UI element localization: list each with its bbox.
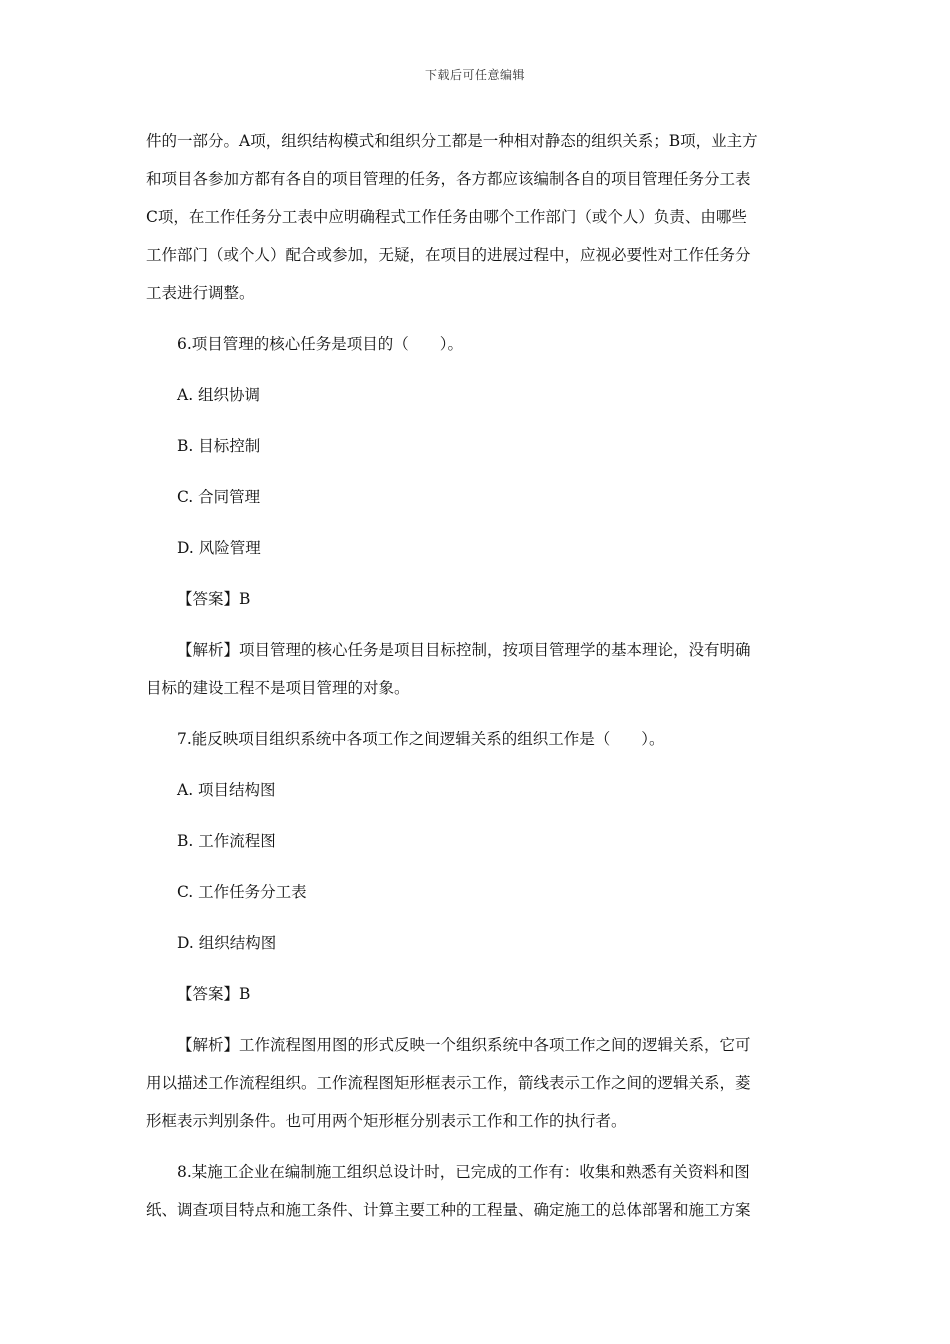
option-b: B. 目标控制 xyxy=(177,437,261,455)
question-7 xyxy=(146,720,810,1140)
text-line: 件的一部分。A项，组织结构模式和组织分工都是一种相对静态的组织关系；B项，业主方 xyxy=(146,132,758,150)
text-line: C项，在工作任务分工表中应明确程式工作任务由哪个工作部门（或个人）负责、由哪些 xyxy=(146,208,747,226)
option-d: D. 风险管理 xyxy=(177,539,261,557)
question-6 xyxy=(146,325,810,707)
option-a: A. 项目结构图 xyxy=(177,781,276,799)
answer-text: 【答案】B xyxy=(177,590,251,608)
option-c: C. 合同管理 xyxy=(177,488,261,506)
option-b: B. 工作流程图 xyxy=(177,832,276,850)
question-text-line: 纸、调查项目特点和施工条件、计算主要工种的工程量、确定施工的总体部署和施工方案 xyxy=(146,1201,751,1219)
text-line: 工表进行调整。 xyxy=(146,284,255,302)
analysis-line: 【解析】工作流程图用图的形式反映一个组织系统中各项工作之间的逻辑关系，它可 xyxy=(177,1036,751,1054)
option-c: C. 工作任务分工表 xyxy=(177,883,307,901)
option-d: D. 组织结构图 xyxy=(177,934,277,952)
option-a: A. 组织协调 xyxy=(177,386,261,404)
text-line: 工作部门（或个人）配合或参加，无疑，在项目的进展过程中，应视必要性对工作任务分 xyxy=(146,246,751,264)
question-text: 7.能反映项目组织系统中各项工作之间逻辑关系的组织工作是（ ）。 xyxy=(177,730,665,748)
question-text: 6.项目管理的核心任务是项目的（ ）。 xyxy=(177,335,464,353)
analysis-line: 【解析】项目管理的核心任务是项目目标控制，按项目管理学的基本理论，没有明确 xyxy=(177,641,751,659)
question-text-line: 8.某施工企业在编制施工组织总设计时，已完成的工作有：收集和熟悉有关资料和图 xyxy=(177,1163,750,1181)
question-8 xyxy=(146,1153,810,1229)
analysis-line: 形框表示判别条件。也可用两个矩形框分别表示工作和工作的执行者。 xyxy=(146,1112,627,1130)
text-line: 和项目各参加方都有各自的项目管理的任务，各方都应该编制各自的项目管理任务分工表 xyxy=(146,170,751,188)
intro-paragraph xyxy=(146,122,810,312)
document-body xyxy=(146,122,810,1229)
analysis-line: 用以描述工作流程组织。工作流程图矩形框表示工作，箭线表示工作之间的逻辑关系，菱 xyxy=(146,1074,751,1092)
analysis-paragraph xyxy=(146,1026,810,1140)
answer-text: 【答案】B xyxy=(177,985,251,1003)
analysis-paragraph xyxy=(146,631,810,707)
page-header: 下载后可任意编辑 xyxy=(424,68,525,82)
analysis-line: 目标的建设工程不是项目管理的对象。 xyxy=(146,679,410,697)
